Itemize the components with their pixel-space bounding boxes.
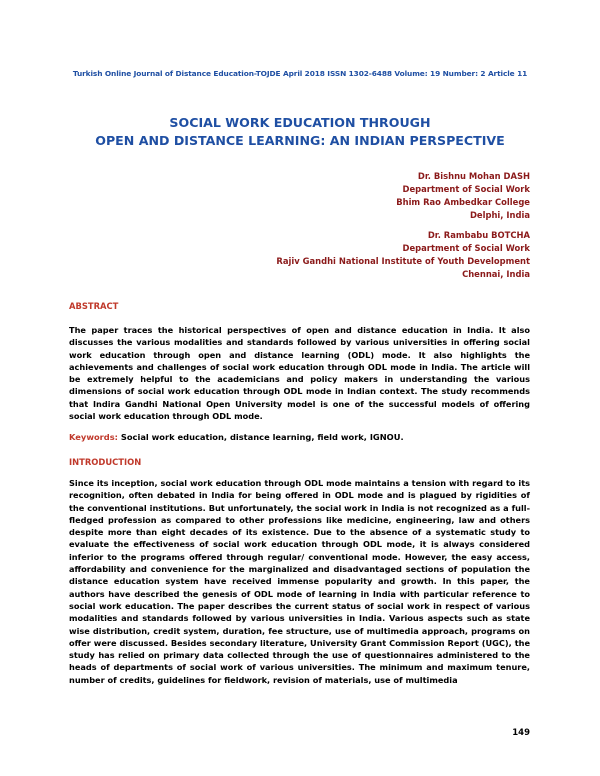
title-line-1: SOCIAL WORK EDUCATION THROUGH [169,115,431,130]
page-number: 149 [512,728,530,738]
keywords-text: Social work education, distance learning, field work, IGNOU. [120,432,404,442]
keywords-label: Keywords: [69,432,118,442]
abstract-heading: ABSTRACT [69,301,119,311]
author-name: Dr. Rambabu BOTCHA [427,230,530,240]
author-department: Department of Social Work [402,243,530,253]
author-block-1 [396,170,530,222]
title-line-2: OPEN AND DISTANCE LEARNING: AN INDIAN PERSPECTIVE [95,133,505,148]
introduction-text: Since its inception, social work education through ODL mode maintains a tension with regard to its recognition, often debated in India for being offered in ODL mode and is plagued by rigidities of the conventional institutions. But unfortunately, the social work in India is not recognized as a full-fledged profession as compared to other professions like medicine, engineering, law and others despite more than eight decades of its existence. Due to the absence of a systematic study to evaluate the effectiveness of social work education through ODL mode, it is always considered inferior to the programs offered through regular/ conventional mode. However, the easy access, affordability and convenience for the marginalized and disadvantaged sections of population the distance education system have received immense popularity and growth. In this paper, the authors have described the genesis of ODL mode of learning in India with particular reference to social work education. The paper describes the current status of social work in respect of various modalities and standards followed by various universities in India. Various aspects such as state wise distribution, credit system, duration, fee structure, use of multimedia approach, programs on offer were discussed. Besides secondary literature, University Grant Commission Report (UGC), the study has relied on primary data collected through the use of questionnaires administered to the heads of departments of social work of various universities. The minimum and maximum tenure, number of credits, guidelines for fieldwork, revision of materials, use of multimedia [69,478,530,685]
author-institution: Bhim Rao Ambedkar College [396,197,530,207]
journal-header: Turkish Online Journal of Distance Education-TOJDE April 2018 ISSN 1302-6488 Volume: 19 Number: 2 Article 11 [72,69,528,78]
keywords-line [69,432,404,442]
author-location: Chennai, India [462,269,530,279]
author-location: Delphi, India [469,210,530,220]
author-institution: Rajiv Gandhi National Institute of Youth Development [276,256,530,266]
author-name: Dr. Bishnu Mohan DASH [417,171,530,181]
introduction-heading: INTRODUCTION [69,457,142,467]
abstract-text: The paper traces the historical perspectives of open and distance education in India. It also discusses the various modalities and standards followed by various universities in offering social work education through open and distance learning (ODL) mode. It also highlights the achievements and challenges of social work education through ODL mode in India. The article will be extremely helpful to the academicians and policy makers in understanding the various dimensions of social work education through ODL mode in Indian context. The study recommends that Indira Gandhi National Open University model is one of the successful models of offering social work education through ODL mode. [69,325,530,422]
author-block-2 [276,229,530,281]
paper-title [0,114,600,150]
author-department: Department of Social Work [402,184,530,194]
